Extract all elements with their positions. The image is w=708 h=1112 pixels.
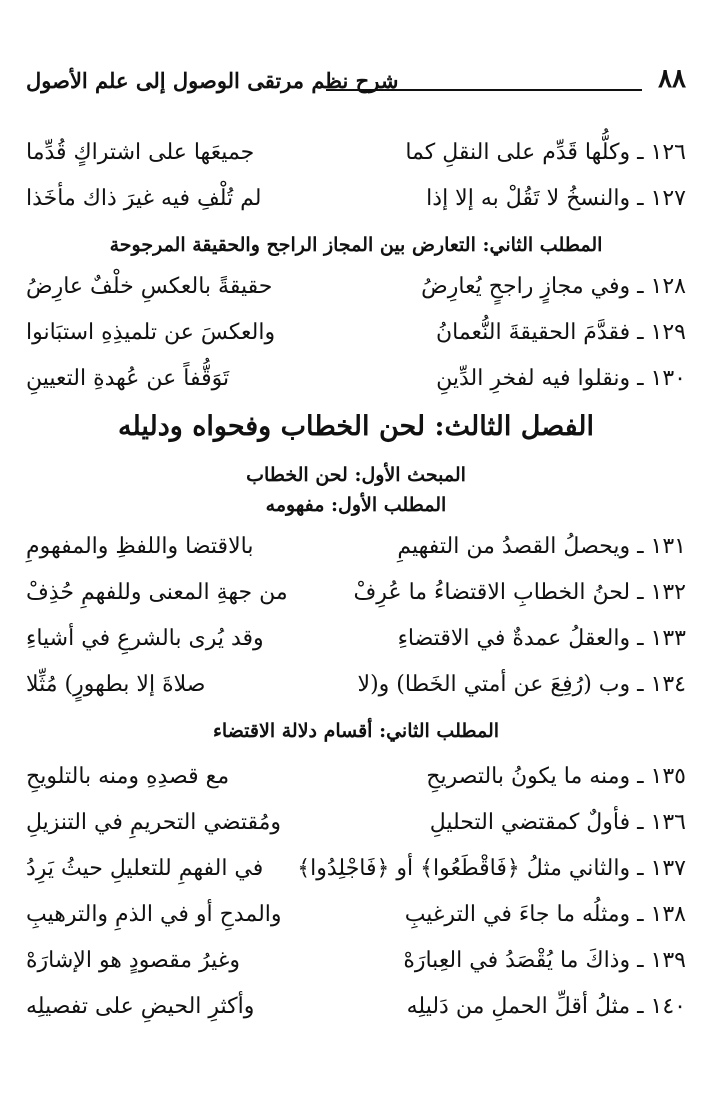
verse-second-hemistich: جميعَها على اشتراكٍ قُدِّما xyxy=(26,140,255,165)
verse-132 xyxy=(26,570,686,616)
verse-second-hemistich: تَوَقُّفاً عن عُهدةِ التعيينِ xyxy=(26,366,230,391)
page-number: ٨٨ xyxy=(658,64,686,94)
verse-first-hemistich: ١٢٨ ـ وفي مجازٍ راجحٍ يُعارِضُ xyxy=(421,274,686,299)
verse-126 xyxy=(26,130,686,176)
verse-129 xyxy=(26,310,686,356)
verse-first-hemistich: ١٣٦ ـ فأولٌ كمقتضي التحليلِ xyxy=(429,810,686,835)
matlab-heading-2: المطلب الثاني: أقسام دلالة الاقتضاء xyxy=(212,720,500,742)
verse-first-hemistich: ١٣٧ ـ والثاني مثلُ ﴿فَاقْطَعُوا﴾ أو ﴿فَاجْلِدُوا﴾ xyxy=(297,856,686,881)
verse-second-hemistich: بالاقتضا واللفظِ والمفهومِ xyxy=(26,534,254,559)
verse-first-hemistich: ١٣٢ ـ لحنُ الخطابِ الاقتضاءُ ما عُرِفْ xyxy=(353,580,686,605)
verse-130 xyxy=(26,356,686,402)
verse-first-hemistich: ١٣١ ـ ويحصلُ القصدُ من التفهيمِ xyxy=(397,534,686,559)
matlab-heading-1: المطلب الأول: مفهومه xyxy=(265,494,447,516)
verse-first-hemistich: ١٣٠ ـ ونقلوا فيه لفخرِ الدِّينِ xyxy=(436,366,686,391)
section-heading-matlab-2: المطلب الثاني: التعارض بين المجاز الراجح والحقيقة المرجوحة xyxy=(109,234,603,256)
page-content xyxy=(26,130,686,1030)
verse-first-hemistich: ١٣٩ ـ وذاكَ ما يُقْصَدُ في العِبارَهْ xyxy=(403,948,686,973)
mabhath-heading: المبحث الأول: لحن الخطاب xyxy=(246,464,466,486)
verse-133 xyxy=(26,616,686,662)
verse-first-hemistich: ١٢٧ ـ والنسخُ لا تَقُلْ به إلا إذا xyxy=(426,186,686,211)
verse-second-hemistich: وغيرُ مقصودٍ هو الإشارَهْ xyxy=(26,948,240,973)
verse-first-hemistich: ١٣٨ ـ ومثلُه ما جاءَ في الترغيبِ xyxy=(404,902,686,927)
verse-second-hemistich: والعكسَ عن تلميذِهِ استبَانوا xyxy=(26,320,276,345)
verse-first-hemistich: ١٢٩ ـ فقدَّمَ الحقيقةَ النُّعمانُ xyxy=(435,320,686,345)
page-header xyxy=(26,60,686,112)
verse-134 xyxy=(26,662,686,708)
verse-140 xyxy=(26,984,686,1030)
verse-135 xyxy=(26,754,686,800)
verse-second-hemistich: وأكثرِ الحيضِ على تفصيلِه xyxy=(26,994,255,1019)
running-title: شرح نظم مرتقى الوصول إلى علم الأصول xyxy=(26,68,399,93)
chapter-heading: الفصل الثالث: لحن الخطاب وفحواه ودليله xyxy=(117,411,595,442)
verse-second-hemistich: والمدحِ أو في الذمِ والترهيبِ xyxy=(26,902,282,927)
verse-127 xyxy=(26,176,686,222)
verse-second-hemistich: حقيقةً بالعكسِ خلْفٌ عارِضُ xyxy=(26,274,273,299)
verse-137 xyxy=(26,846,686,892)
verse-first-hemistich: ١٣٣ ـ والعقلُ عمدةٌ في الاقتضاءِ xyxy=(397,626,686,651)
verse-136 xyxy=(26,800,686,846)
verse-first-hemistich: ١٢٦ ـ وكلُّها قَدِّم على النقلِ كما xyxy=(405,140,686,165)
verse-131 xyxy=(26,524,686,570)
verse-first-hemistich: ١٣٤ ـ وب (رُفِعَ عن أمتي الخَطا) و(لا xyxy=(357,672,686,697)
verse-second-hemistich: وقد يُرى بالشرعِ في أشياءِ xyxy=(26,626,264,651)
verse-139 xyxy=(26,938,686,984)
verse-second-hemistich: صلاةَ إلا بطهورٍ) مُثِّلا xyxy=(26,672,206,697)
verse-second-hemistich: مع قصدِهِ ومنه بالتلويحِ xyxy=(26,764,230,789)
verse-first-hemistich: ١٤٠ ـ مثلُ أقلِّ الحملِ من دَليلِه xyxy=(406,994,686,1019)
verse-second-hemistich: لم تُلْفِ فيه غيرَ ذاك مأخَذا xyxy=(26,186,262,211)
verse-second-hemistich: من جهةِ المعنى وللفهمِ حُذِفْ xyxy=(26,580,288,605)
verse-second-hemistich: في الفهمِ للتعليلِ حيثُ يَرِدُ xyxy=(26,856,264,881)
verse-128 xyxy=(26,264,686,310)
verse-138 xyxy=(26,892,686,938)
verse-second-hemistich: ومُقتضي التحريمِ في التنزيلِ xyxy=(26,810,281,835)
verse-first-hemistich: ١٣٥ ـ ومنه ما يكونُ بالتصريحِ xyxy=(426,764,686,789)
